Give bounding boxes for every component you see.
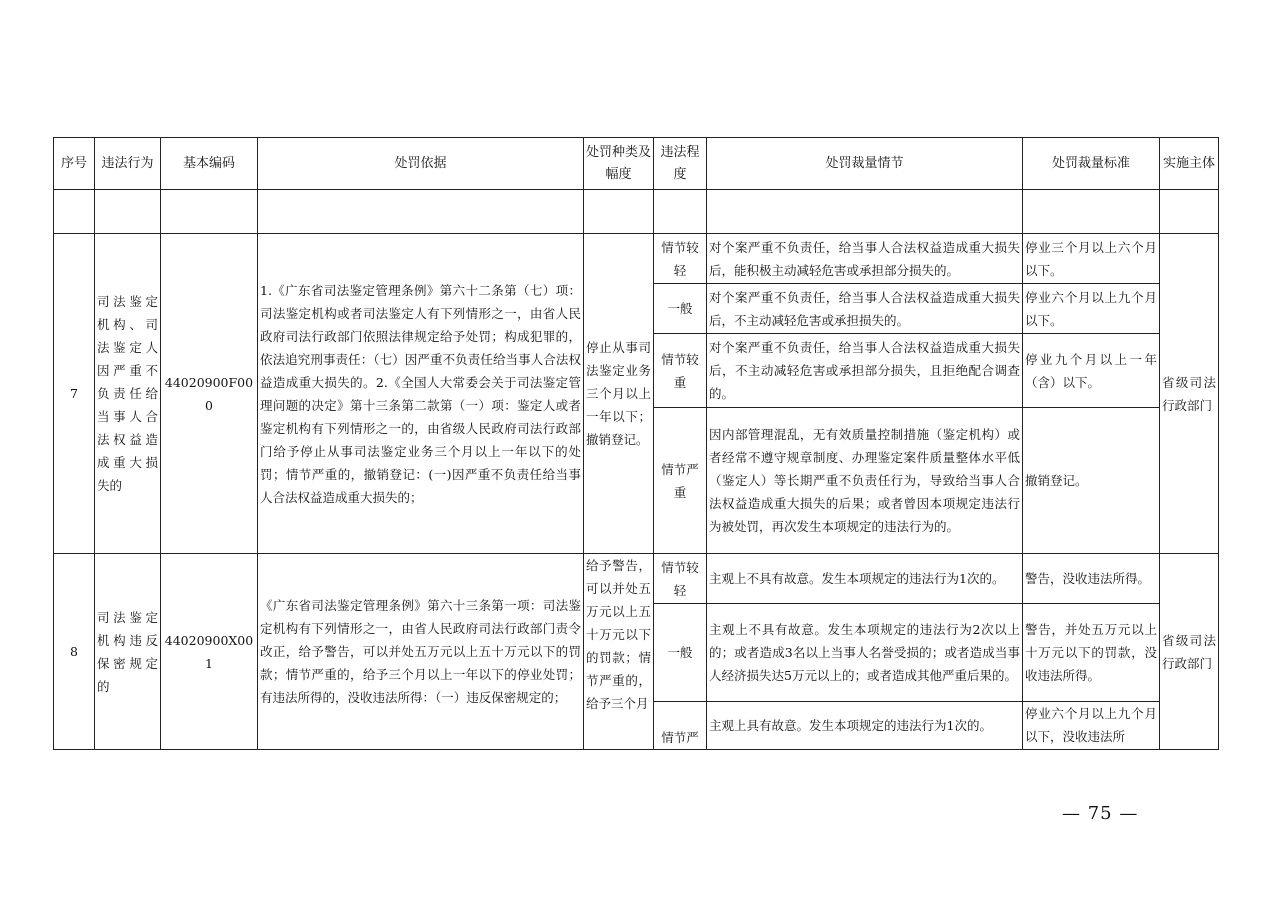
empty-cell xyxy=(258,190,584,234)
header-seq: 序号 xyxy=(54,138,95,190)
header-act: 违法行为 xyxy=(95,138,161,190)
level-circ: 主观上具有故意。发生本项规定的违法行为1次的。 xyxy=(707,702,1023,750)
level-std: 停业九个月以上一年（含）以下。 xyxy=(1023,334,1160,408)
level-std: 停业六个月以上九个月以下，没收违法所 xyxy=(1023,702,1160,750)
level-std: 撤销登记。 xyxy=(1023,408,1160,554)
empty-cell xyxy=(1160,190,1219,234)
row-subject: 省级司法行政部门 xyxy=(1160,234,1219,554)
empty-cell xyxy=(584,190,654,234)
empty-cell xyxy=(707,190,1023,234)
level-degree: 情节较轻 xyxy=(654,234,707,284)
row-code: 44020900F000 xyxy=(161,234,258,554)
header-type: 处罚种类及幅度 xyxy=(584,138,654,190)
empty-cell xyxy=(654,190,707,234)
empty-row xyxy=(54,190,1219,234)
row-type: 给予警告，可以并处五万元以上五十万元以下的罚款；情节严重的，给予三个月 xyxy=(584,554,654,750)
level-degree: 一般 xyxy=(654,604,707,702)
header-circ: 处罚裁量情节 xyxy=(707,138,1023,190)
level-circ: 因内部管理混乱，无有效质量控制措施（鉴定机构）或者经常不遵守规章制度、办理鉴定案件质量整体水平低（鉴定人）等长期严重不负责任行为，导致给当事人合法权益造成重大损失的后果；或者曾因本项规定违法行为被处罚，再次发生本项规定的违法行为的。 xyxy=(707,408,1023,554)
header-code: 基本编码 xyxy=(161,138,258,190)
level-degree: 情节严 xyxy=(654,702,707,750)
row-act: 司法鉴定机构违反保密规定的 xyxy=(95,554,161,750)
row-seq: 8 xyxy=(54,554,95,750)
empty-cell xyxy=(54,190,95,234)
empty-cell xyxy=(95,190,161,234)
header-std: 处罚裁量标准 xyxy=(1023,138,1160,190)
header-basis: 处罚依据 xyxy=(258,138,584,190)
level-degree: 情节较重 xyxy=(654,334,707,408)
level-circ: 对个案严重不负责任，给当事人合法权益造成重大损失后，不主动减轻危害或承担部分损失，且拒绝配合调查的。 xyxy=(707,334,1023,408)
row-subject: 省级司法行政部门 xyxy=(1160,554,1219,750)
level-circ: 主观上不具有故意。发生本项规定的违法行为2次以上的；或者造成3名以上当事人名誉受损的；或者造成当事人经济损失达5万元以上的；或者造成其他严重后果的。 xyxy=(707,604,1023,702)
level-degree: 一般 xyxy=(654,284,707,334)
level-std: 警告，没收违法所得。 xyxy=(1023,554,1160,604)
row-act: 司法鉴定机构、司法鉴定人因严重不负责任给当事人合法权益造成重大损失的 xyxy=(95,234,161,554)
header-subject: 实施主体 xyxy=(1160,138,1219,190)
row-code: 44020900X001 xyxy=(161,554,258,750)
empty-cell xyxy=(161,190,258,234)
level-circ: 对个案严重不负责任，给当事人合法权益造成重大损失后，能积极主动减轻危害或承担部分损失的。 xyxy=(707,234,1023,284)
page-number: — 75 — xyxy=(1062,803,1139,824)
penalty-table xyxy=(53,137,1219,750)
level-circ: 对个案严重不负责任，给当事人合法权益造成重大损失后，不主动减轻危害或承担损失的。 xyxy=(707,284,1023,334)
level-circ: 主观上不具有故意。发生本项规定的违法行为1次的。 xyxy=(707,554,1023,604)
level-std: 停业六个月以上九个月以下。 xyxy=(1023,284,1160,334)
level-std: 警告，并处五万元以上十万元以下的罚款，没收违法所得。 xyxy=(1023,604,1160,702)
level-degree: 情节严重 xyxy=(654,408,707,554)
row-type: 停止从事司法鉴定业务三个月以上一年以下；撤销登记。 xyxy=(584,234,654,554)
level-degree: 情节较轻 xyxy=(654,554,707,604)
empty-cell xyxy=(1023,190,1160,234)
row-basis: 1.《广东省司法鉴定管理条例》第六十二条第（七）项：司法鉴定机构或者司法鉴定人有下列情形之一，由省人民政府司法行政部门依照法律规定给予处罚；构成犯罪的，依法追究刑事责任：（七）因严重不负责任给当事人合法权益造成重大损失的。2.《全国人大常委会关于司法鉴定管理问题的决定》第十三条第二款第（一）项：鉴定人或者鉴定机构有下列情形之一的，由省级人民政府司法行政部门给予停止从事司法鉴定业务三个月以上一年以下的处罚；情节严重的，撤销登记：(一)因严重不负责任给当事人合法权益造成重大损失的； xyxy=(258,234,584,554)
row-basis: 《广东省司法鉴定管理条例》第六十三条第一项：司法鉴定机构有下列情形之一，由省人民政府司法行政部门责令改正，给予警告，可以并处五万元以上五十万元以下的罚款；情节严重的，给予三个月以上一年以下的停业处罚；有违法所得的，没收违法所得：（一）违反保密规定的； xyxy=(258,554,584,750)
level-std: 停业三个月以上六个月以下。 xyxy=(1023,234,1160,284)
table-row xyxy=(54,554,1219,604)
row-seq: 7 xyxy=(54,234,95,554)
table-row xyxy=(54,234,1219,284)
header-degree: 违法程度 xyxy=(654,138,707,190)
header-row xyxy=(54,138,1219,190)
